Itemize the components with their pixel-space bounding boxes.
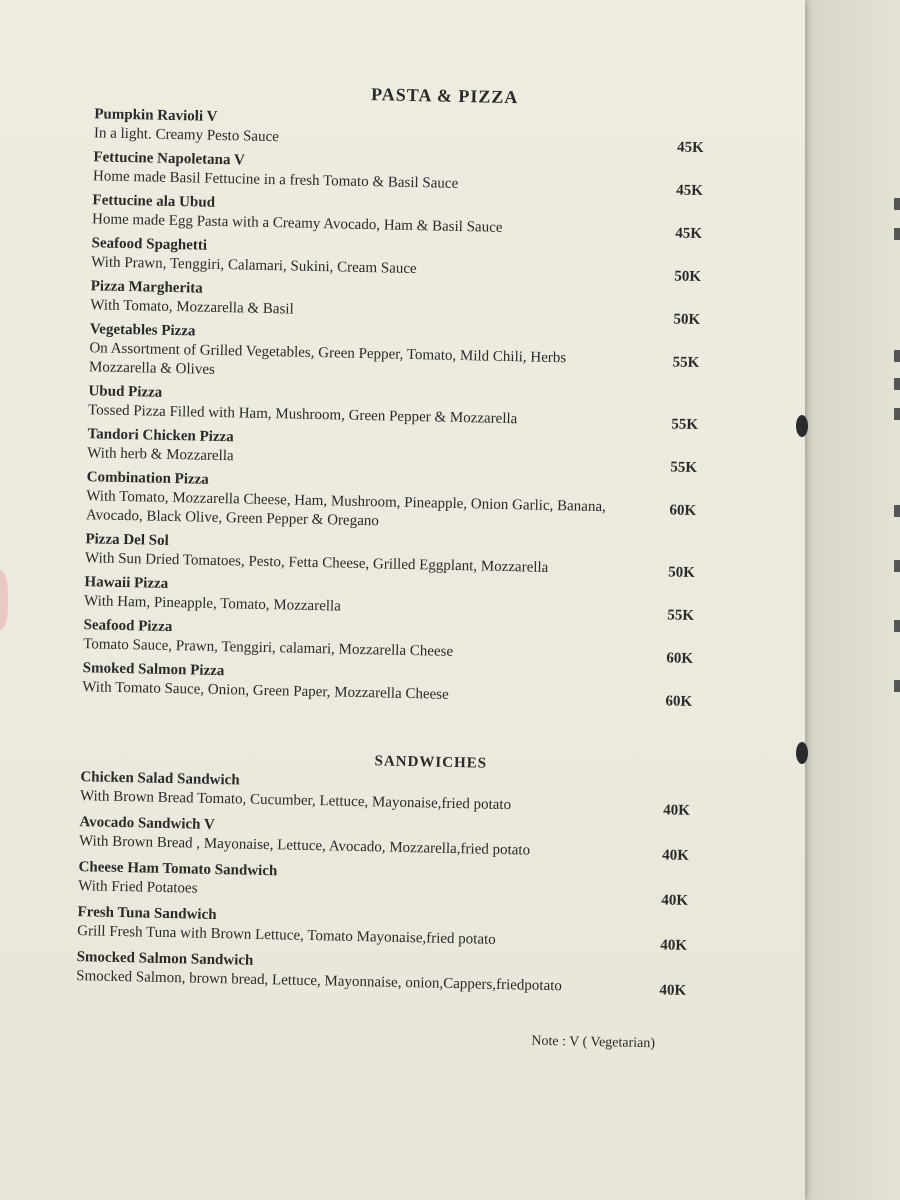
menu-item-description: With Fried Potatoes [77, 878, 198, 897]
menu-item-name: Vegetables Pizza [89, 321, 196, 340]
menu-content [75, 78, 735, 1053]
menu-item-price: 45K [676, 139, 704, 157]
menu-item-name: Smoked Salmon Pizza [82, 660, 225, 680]
pasta-pizza-list [82, 105, 734, 710]
menu-item [82, 659, 723, 710]
menu-item-price: 50K [674, 268, 702, 286]
menu-item [85, 530, 726, 581]
menu-item [92, 191, 733, 242]
menu-item [78, 858, 719, 909]
menu-item-price: 55K [671, 416, 699, 433]
menu-item [79, 813, 720, 864]
menu-item-description: With Ham, Pineapple, Tomato, Mozzarella [83, 593, 341, 615]
section-title-sandwiches: SANDWICHES [374, 753, 488, 772]
menu-item-name: Combination Pizza [86, 469, 209, 488]
text-fragment [894, 680, 900, 692]
menu-item-description: With Brown Bread , Mayonaise, Lettuce, Avocado, Mozzarella,fried potato [78, 833, 531, 859]
section-title-pasta-pizza: PASTA & PIZZA [370, 84, 519, 108]
text-fragment [894, 350, 900, 362]
menu-item-price: 40K [663, 802, 691, 819]
sandwiches-list [76, 768, 720, 999]
menu-item-name: Fresh Tuna Sandwich [77, 904, 217, 924]
menu-item-description: Home made Egg Pasta with a Creamy Avocado, Ham & Basil Sauce [91, 211, 503, 236]
menu-item-description: Tomato Sauce, Prawn, Tenggiri, calamari, Mozzarella Cheese [83, 636, 454, 660]
menu-item-name: Fettucine ala Ubud [92, 192, 216, 211]
menu-item [91, 234, 732, 285]
menu-item-name: Tandori Chicken Pizza [87, 426, 234, 446]
menu-item-name: Smocked Salmon Sandwich [76, 949, 254, 969]
menu-item-description: Tossed Pizza Filled with Ham, Mushroom, Green Pepper & Mozzarella [87, 402, 518, 428]
menu-item [88, 382, 729, 433]
menu-item-name: Hawaii Pizza [84, 574, 169, 592]
binder-hole [796, 742, 808, 764]
menu-item-name: Seafood Pizza [83, 617, 173, 636]
menu-item-description: In a light. Creamy Pesto Sauce [93, 125, 280, 146]
adjacent-page [808, 0, 900, 1200]
menu-item-description: With Tomato, Mozzarella & Basil [90, 297, 294, 318]
menu-item [84, 573, 725, 624]
menu-item-description: With herb & Mozzarella [87, 445, 234, 465]
menu-item-price: 40K [661, 892, 689, 909]
text-fragment [894, 505, 900, 517]
menu-item-price: 40K [662, 847, 690, 864]
menu-item-description: With Tomato, Mozzarella Cheese, Ham, Mushroom, Pineapple, Onion Garlic, Banana, Avocado, Black Olive, Green Pepper & Oregano [85, 488, 606, 530]
text-fragment [894, 198, 900, 210]
thumb [0, 570, 8, 630]
menu-item [94, 105, 735, 156]
menu-item-name: Chicken Salad Sandwich [80, 769, 240, 789]
menu-item [90, 277, 731, 328]
menu-item-description: With Prawn, Tenggiri, Calamari, Sukini, Cream Sauce [91, 254, 417, 278]
menu-item-description: With Brown Bread Tomato, Cucumber, Lettuce, Mayonaise,fried potato [79, 788, 512, 814]
text-fragment [894, 228, 900, 240]
menu-item-price: 40K [659, 982, 687, 999]
menu-item-name: Pizza Del Sol [85, 531, 169, 549]
menu-item-price: 55K [667, 607, 695, 624]
menu-item-name: Pumpkin Ravioli V [94, 106, 218, 125]
menu-item [80, 768, 721, 819]
menu-item-description: With Sun Dried Tomatoes, Pesto, Fetta Cheese, Grilled Eggplant, Mozzarella [84, 550, 549, 576]
menu-item-price: 50K [668, 564, 696, 581]
menu-item-price: 40K [660, 937, 688, 954]
menu-item-name: Fettucine Napoletana V [93, 149, 245, 169]
vegetarian-note: Note : V ( Vegetarian) [531, 1033, 656, 1052]
menu-item-price: 45K [675, 225, 703, 243]
menu-item-price: 55K [670, 459, 698, 476]
text-fragment [894, 620, 900, 632]
menu-item [76, 948, 717, 999]
text-fragment [894, 378, 900, 390]
menu-item-price: 55K [672, 354, 700, 372]
menu-item-description: With Tomato Sauce, Onion, Green Paper, Mozzarella Cheese [82, 679, 449, 703]
menu-item-description: Smocked Salmon, brown bread, Lettuce, Mayonnaise, onion,Cappers,friedpotato [76, 968, 563, 995]
menu-item-price: 60K [666, 650, 694, 667]
menu-item-price: 60K [669, 502, 697, 519]
menu-item [86, 468, 727, 538]
menu-item-name: Avocado Sandwich V [79, 814, 215, 833]
menu-item [77, 903, 718, 954]
menu-item-description: Grill Fresh Tuna with Brown Lettuce, Tomato Mayonaise,fried potato [77, 923, 496, 948]
menu-item-name: Ubud Pizza [88, 383, 163, 401]
text-fragment [894, 408, 900, 420]
menu-item-price: 50K [673, 311, 701, 329]
menu-item [89, 320, 730, 390]
menu-item [93, 148, 734, 199]
menu-item-name: Cheese Ham Tomato Sandwich [78, 859, 278, 880]
menu-item-price: 60K [665, 693, 693, 710]
menu-item-description: Home made Basil Fettucine in a fresh Tomato & Basil Sauce [92, 168, 459, 192]
menu-item-name: Seafood Spaghetti [91, 235, 208, 254]
menu-item-name: Pizza Margherita [90, 278, 203, 297]
binder-hole [796, 415, 808, 437]
text-fragment [894, 560, 900, 572]
menu-item-description: On Assortment of Grilled Vegetables, Green Pepper, Tomato, Mild Chili, Herbs Mozzarella & Olives [88, 340, 567, 378]
menu-item-price: 45K [676, 182, 704, 200]
menu-item [83, 616, 724, 667]
menu-item [87, 425, 728, 476]
